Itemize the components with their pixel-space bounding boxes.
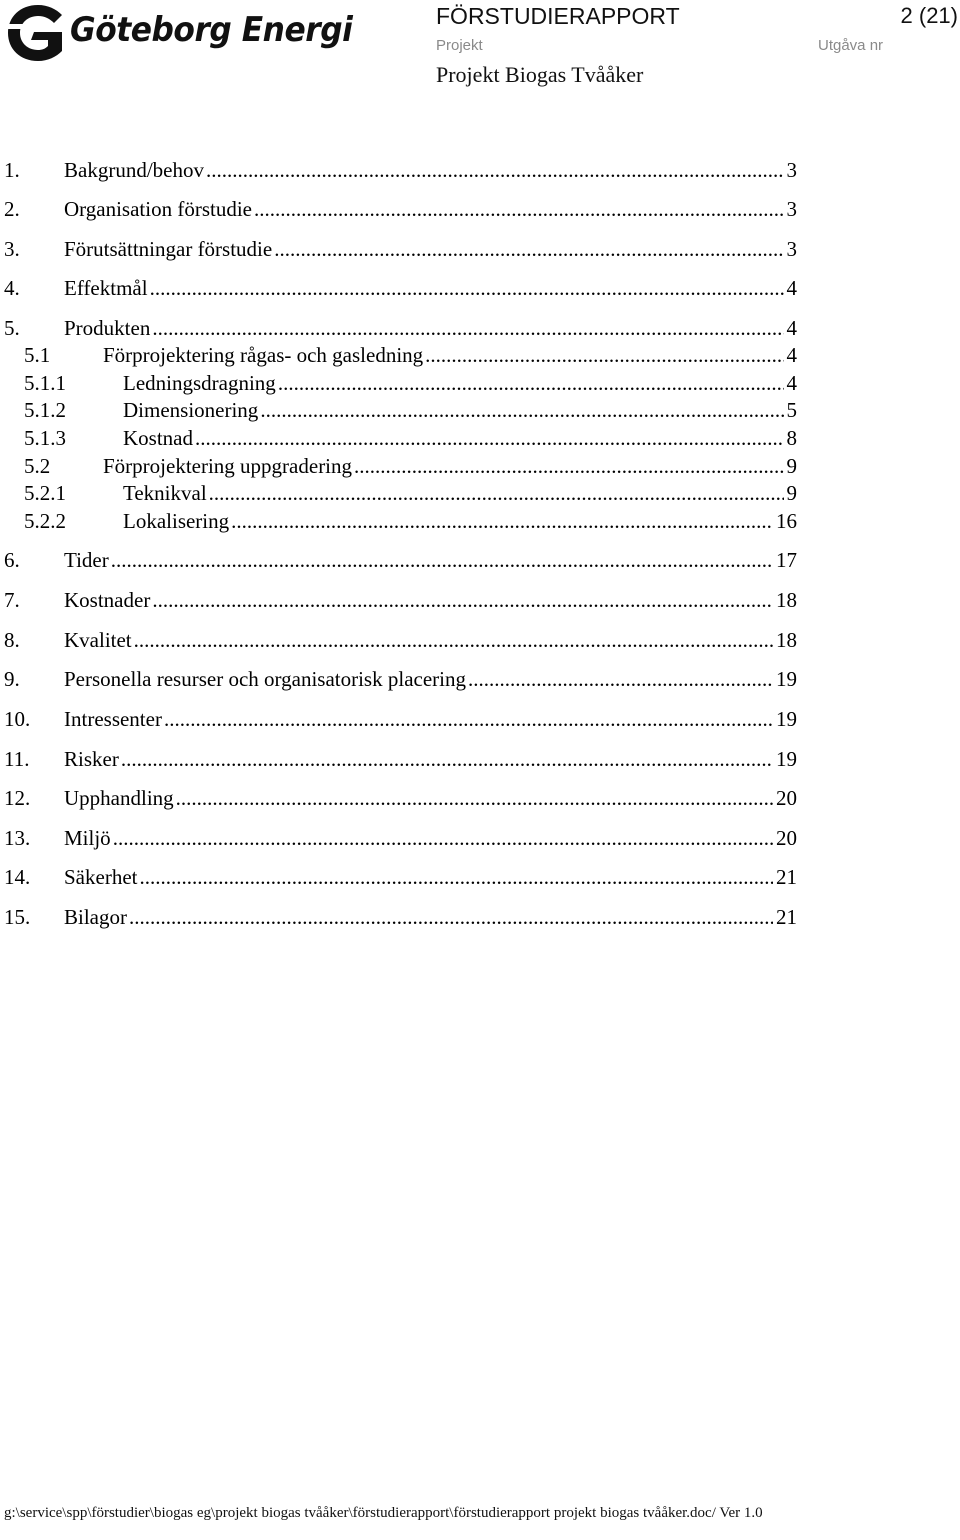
- toc-entry-title: Kostnader: [64, 588, 151, 612]
- toc-entry-title: Förprojektering uppgradering: [103, 454, 353, 478]
- project-name: Projekt Biogas Tvååker: [436, 62, 644, 87]
- toc-entry[interactable]: [4, 342, 797, 368]
- toc-leader-dots: [129, 904, 773, 930]
- toc-leader-dots: [113, 825, 773, 851]
- toc-entry-page: 4: [786, 316, 797, 340]
- toc-entry-number: 6.: [4, 548, 20, 572]
- toc-entry-page: 4: [786, 343, 797, 367]
- toc-entry-number: 13.: [4, 826, 31, 850]
- toc-entry-title: Miljö: [64, 826, 111, 850]
- toc-leader-dots: [111, 547, 773, 573]
- toc-entry-number: 2.: [4, 197, 20, 221]
- toc-entry-page: 8: [786, 426, 797, 450]
- toc-entry[interactable]: [4, 627, 797, 653]
- toc-entry-page: 18: [776, 588, 797, 612]
- logo-wordmark: Göteborg Energi: [70, 10, 353, 50]
- toc-entry[interactable]: [4, 275, 797, 301]
- toc-entry-page: 3: [786, 197, 797, 221]
- toc-entry-page: 4: [786, 276, 797, 300]
- toc-entry-number: 5.2.2: [24, 509, 66, 533]
- toc-entry[interactable]: [4, 196, 797, 222]
- toc-entry-page: 18: [776, 628, 797, 652]
- document-type: FÖRSTUDIERAPPORT: [436, 3, 680, 29]
- toc-entry-title: Kostnad: [123, 426, 193, 450]
- toc-entry-title: Personella resurser och organisatorisk placering: [64, 667, 466, 691]
- toc-entry-title: Effektmål: [64, 276, 148, 300]
- toc-entry-title: Säkerhet: [64, 865, 138, 889]
- toc-entry-title: Intressenter: [64, 707, 162, 731]
- toc-entry-page: 17: [776, 548, 797, 572]
- toc-entry-title: Ledningsdragning: [123, 371, 276, 395]
- toc-leader-dots: [164, 706, 773, 732]
- toc-entry-number: 5.2.1: [24, 481, 66, 505]
- project-label: Projekt: [436, 37, 483, 54]
- toc-leader-dots: [260, 397, 783, 423]
- toc-entry-number: 5.: [4, 316, 20, 340]
- toc-leader-dots: [121, 746, 773, 772]
- edition-label: Utgåva nr: [818, 37, 884, 54]
- toc-entry-page: 19: [776, 707, 797, 731]
- toc-entry-number: 4.: [4, 276, 20, 300]
- toc-entry-number: 7.: [4, 588, 20, 612]
- toc-leader-dots: [152, 315, 783, 341]
- toc-entry[interactable]: [4, 315, 797, 341]
- toc-leader-dots: [150, 275, 784, 301]
- toc-entry-page: 3: [786, 237, 797, 261]
- toc-entry[interactable]: [4, 397, 797, 423]
- toc-entry[interactable]: [4, 236, 797, 262]
- toc-entry-page: 19: [776, 747, 797, 771]
- toc-entry-page: 3: [786, 158, 797, 182]
- toc-entry-number: 1.: [4, 158, 20, 182]
- toc-leader-dots: [468, 666, 773, 692]
- toc-entry[interactable]: [4, 480, 797, 506]
- footer-file-path: g:\service\spp\förstudier\biogas eg\projekt biogas tvååker\förstudierapport\förstudierapport projekt biogas tvååker.doc/ Ver 1.0: [4, 1505, 763, 1521]
- toc-entry-title: Bakgrund/behov: [64, 158, 204, 182]
- toc-entry-title: Teknikval: [123, 481, 207, 505]
- toc-entry-title: Dimensionering: [123, 398, 259, 422]
- toc-leader-dots: [354, 453, 783, 479]
- toc-leader-dots: [176, 785, 773, 811]
- toc-entry-title: Förprojektering rågas- och gasledning: [103, 343, 424, 367]
- toc-entry-number: 10.: [4, 707, 31, 731]
- toc-entry-number: 12.: [4, 786, 31, 810]
- toc-entry-number: 15.: [4, 905, 31, 929]
- toc-leader-dots: [278, 370, 784, 396]
- toc-entry-page: 9: [786, 454, 797, 478]
- toc-entry-number: 5.1: [24, 343, 51, 367]
- toc-entry-number: 11.: [4, 747, 30, 771]
- toc-entry[interactable]: [4, 370, 797, 396]
- toc-leader-dots: [195, 425, 784, 451]
- toc-entry[interactable]: [4, 547, 797, 573]
- toc-leader-dots: [134, 627, 773, 653]
- toc-entry-page: 16: [776, 509, 797, 533]
- toc-entry-page: 9: [786, 481, 797, 505]
- toc-entry-title: Organisation förstudie: [64, 197, 252, 221]
- toc-entry-number: 5.1.2: [24, 398, 66, 422]
- toc-leader-dots: [425, 342, 783, 368]
- toc-entry[interactable]: [4, 904, 797, 930]
- toc-leader-dots: [274, 236, 783, 262]
- toc-entry[interactable]: [4, 746, 797, 772]
- toc-entry[interactable]: [4, 587, 797, 613]
- toc-entry-page: 20: [776, 826, 797, 850]
- toc-entry[interactable]: [4, 706, 797, 732]
- toc-entry-page: 19: [776, 667, 797, 691]
- toc-entry-page: 5: [786, 398, 797, 422]
- toc-entry-title: Bilagor: [64, 905, 127, 929]
- toc-entry[interactable]: [4, 453, 797, 479]
- toc-entry-number: 9.: [4, 667, 20, 691]
- toc-entry-number: 3.: [4, 237, 20, 261]
- toc-entry[interactable]: [4, 508, 797, 534]
- toc-entry[interactable]: [4, 785, 797, 811]
- toc-leader-dots: [139, 864, 773, 890]
- toc-entry[interactable]: [4, 864, 797, 890]
- toc-entry-number: 5.1.1: [24, 371, 66, 395]
- toc-entry-title: Kvalitet: [64, 628, 132, 652]
- toc-entry[interactable]: [4, 425, 797, 451]
- toc-entry-title: Tider: [64, 548, 109, 572]
- toc-entry-page: 4: [786, 371, 797, 395]
- toc-leader-dots: [231, 508, 773, 534]
- toc-leader-dots: [206, 157, 784, 183]
- toc-entry-number: 5.2: [24, 454, 51, 478]
- toc-entry-page: 21: [776, 905, 797, 929]
- toc-entry-title: Upphandling: [64, 786, 174, 810]
- toc-entry[interactable]: [4, 157, 797, 183]
- toc-leader-dots: [152, 587, 773, 613]
- toc-entry-title: Produkten: [64, 316, 151, 340]
- toc-entry[interactable]: [4, 666, 797, 692]
- toc-entry-title: Förutsättningar förstudie: [64, 237, 273, 261]
- toc-leader-dots: [209, 480, 784, 506]
- toc-entry-title: Lokalisering: [123, 509, 230, 533]
- toc-entry-page: 21: [776, 865, 797, 889]
- toc-leader-dots: [254, 196, 784, 222]
- toc-entry-number: 5.1.3: [24, 426, 66, 450]
- toc-entry-number: 14.: [4, 865, 31, 889]
- toc-entry-title: Risker: [64, 747, 119, 771]
- toc-entry[interactable]: [4, 825, 797, 851]
- toc-entry-page: 20: [776, 786, 797, 810]
- toc-entry-number: 8.: [4, 628, 20, 652]
- page-number: 2 (21): [900, 3, 958, 28]
